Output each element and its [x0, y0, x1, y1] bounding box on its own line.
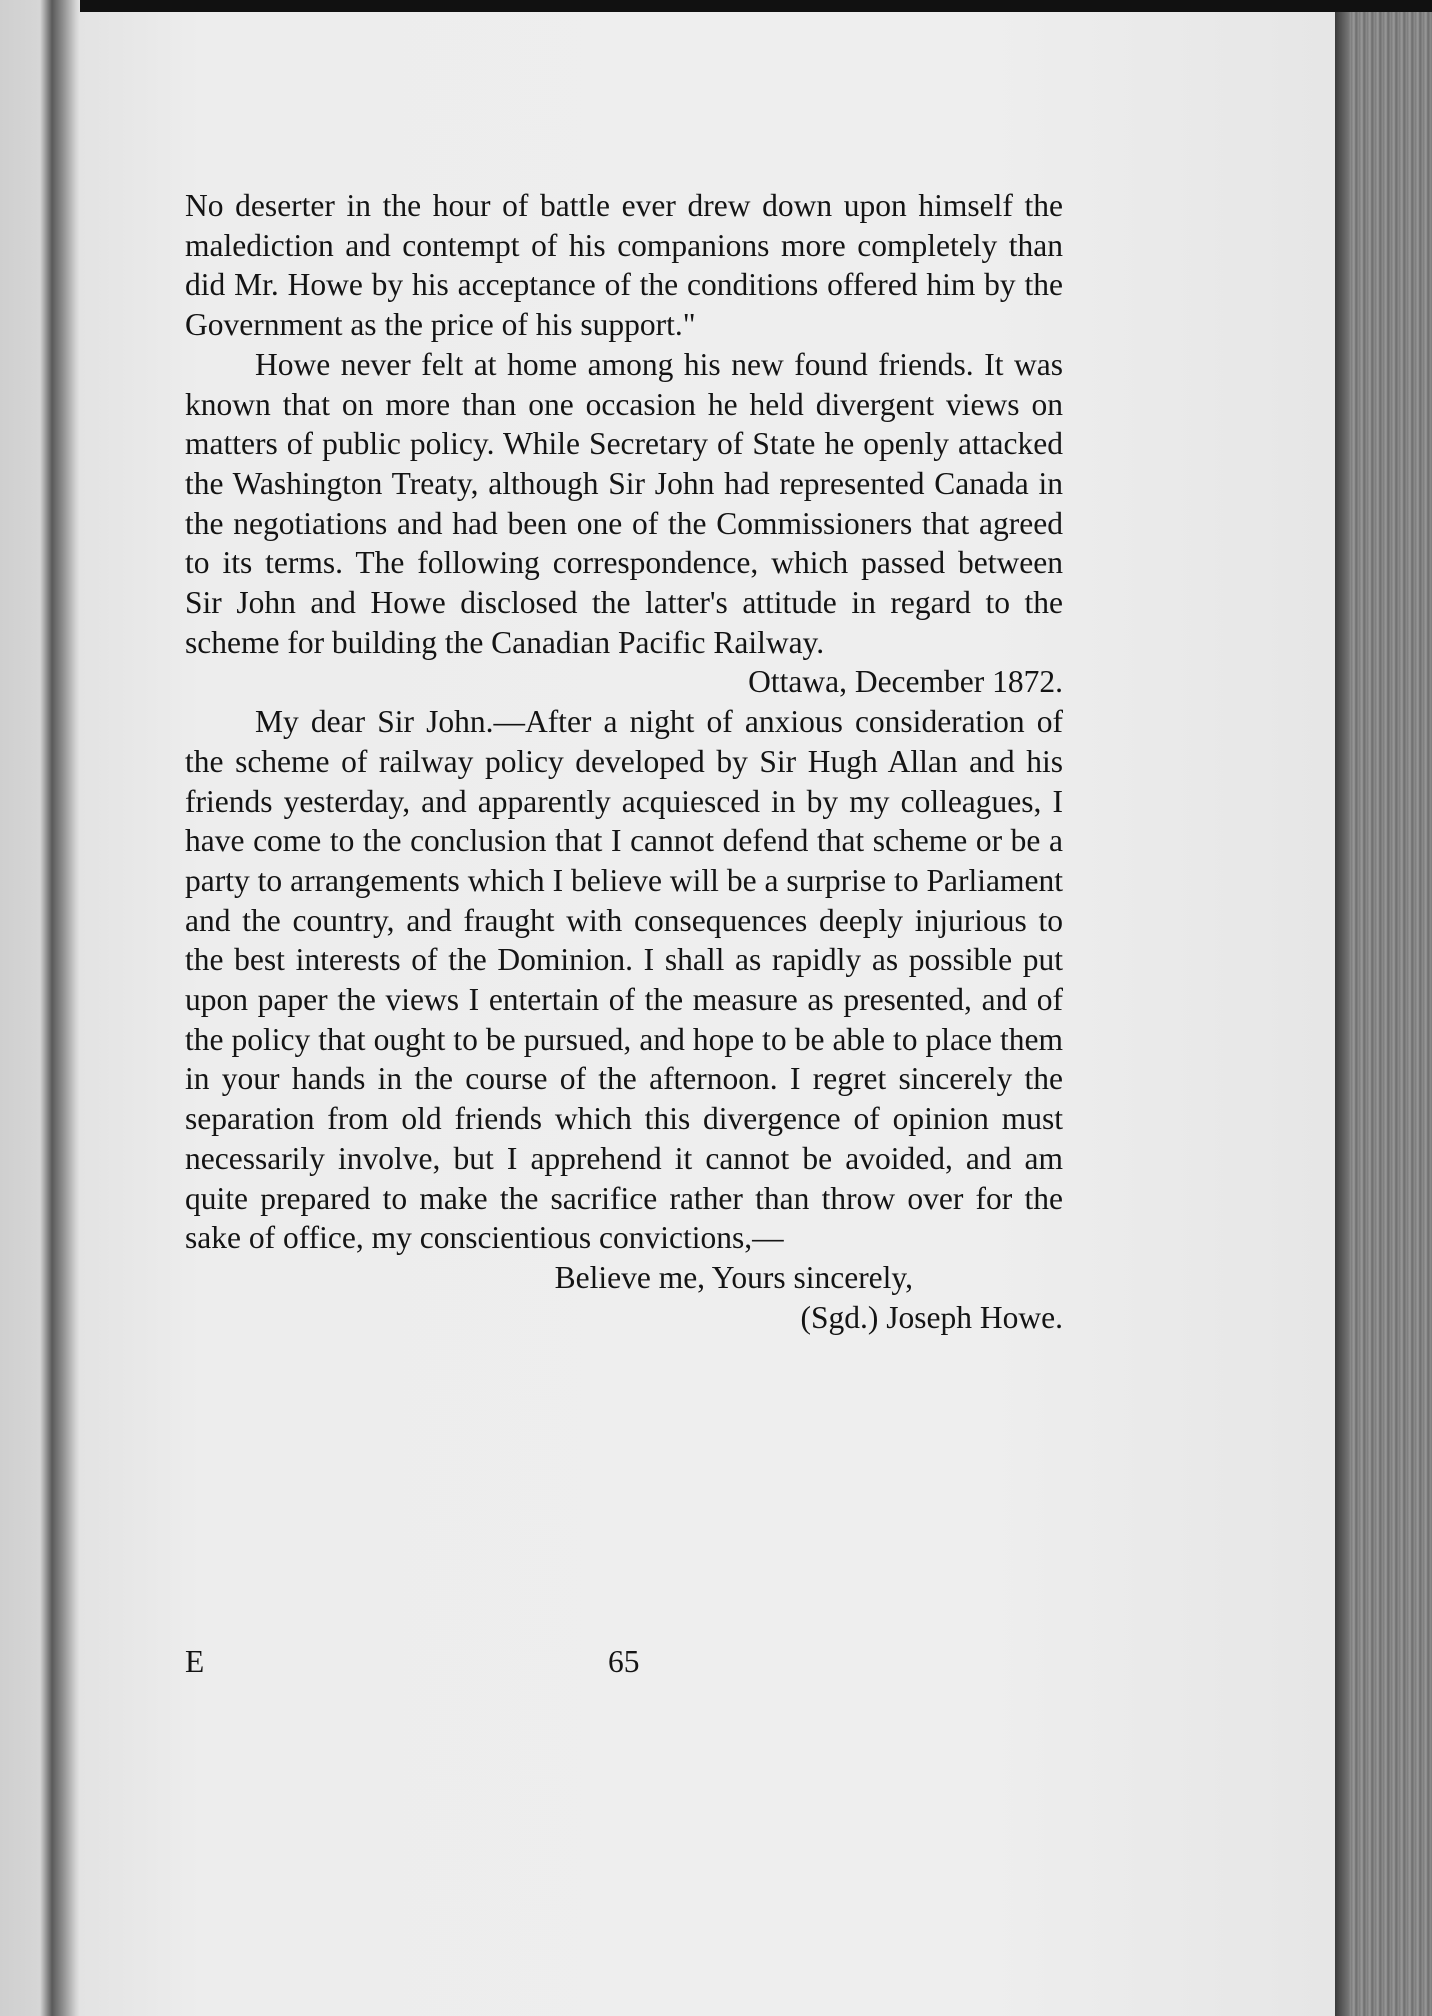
- paragraph-howe-friends: Howe never felt at home among his new found friends. It was known that on more than one occasion he held divergent views on matters of public policy. While Secretary of State he openly attacked the Washington Treaty, although Sir John had represented Canada in the negotiations and had been one of the Commissioners that agreed to its terms. The following correspondence, which passed between Sir John and Howe disclosed the latter's attitude in regard to the scheme for building the Canadian Pacific Railway.: [185, 346, 1063, 660]
- page-text: [185, 186, 1063, 1337]
- letter-body: My dear Sir John.—After a night of anxious consideration of the scheme of railway policy developed by Sir Hugh Allan and his friends yesterday, and apparently acquiesced in by my colleagues, I have come to the conclusion that I cannot defend that scheme or be a party to arrangements which I believe will be a surprise to Parliament and the country, and fraught with consequences deeply injurious to the best interests of the Dominion. I shall as rapidly as possible put upon paper the views I entertain of the measure as presented, and of the policy that ought to be pursued, and hope to be able to place them in your hands in the course of the afternoon. I regret sincerely the separation from old friends which this divergence of opinion must necessarily involve, but I apprehend it cannot be avoided, and am quite prepared to make the sacrifice rather than throw over for the sake of office, my conscientious convictions,—: [185, 704, 1063, 1256]
- letter-closing: Believe me, Yours sincerely,: [554, 1259, 913, 1295]
- page-footer: [185, 1642, 1063, 1682]
- letter-signature: (Sgd.) Joseph Howe.: [800, 1299, 1063, 1335]
- page-number: 65: [608, 1644, 640, 1679]
- signature-mark: E: [185, 1644, 205, 1679]
- paragraph-quote-end: No deserter in the hour of battle ever drew down upon himself the malediction and contempt of his companions more completely than did Mr. Howe by his acceptance of the conditions offered him by the Government as the price of his support.": [185, 188, 1063, 343]
- fore-edge: [1335, 12, 1432, 2016]
- letter-dateline: Ottawa, December 1872.: [748, 664, 1063, 700]
- top-edge-shadow: [0, 0, 1432, 12]
- left-gutter: [0, 0, 80, 2016]
